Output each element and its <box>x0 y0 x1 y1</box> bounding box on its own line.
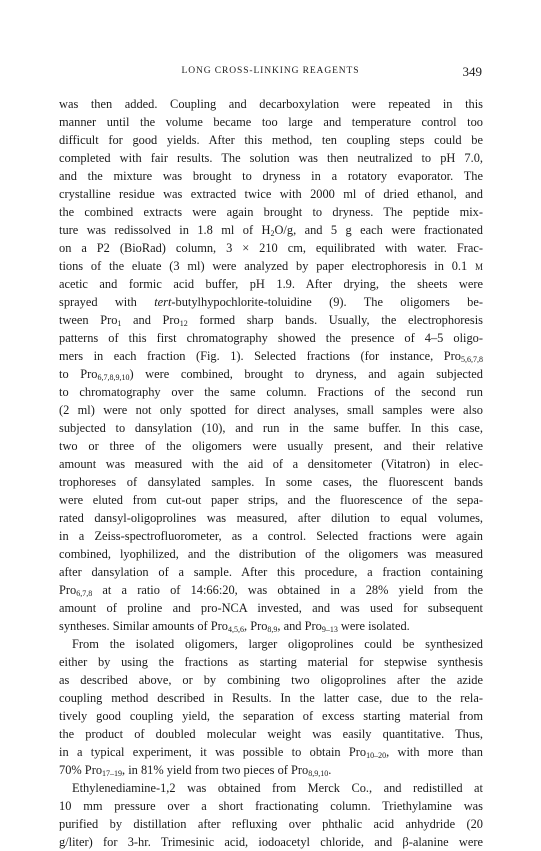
text-run: O/g, and 5 g each were fractionated <box>274 223 483 237</box>
text-run: (2 ml) were not only spotted for direct analyses, small samples were also <box>59 403 483 417</box>
text-line <box>59 743 483 761</box>
italic-text: tert <box>154 295 172 309</box>
text-line <box>59 455 483 473</box>
text-line <box>59 599 483 617</box>
text-run: to Pro <box>59 367 98 381</box>
text-run: . <box>328 763 332 777</box>
text-run: on a P2 (BioRad) column, 3 × 210 cm, equilibrated with water. Frac- <box>59 241 483 255</box>
subscript: 6,7,8,9,10 <box>97 373 130 382</box>
text-line <box>59 797 483 815</box>
text-run: crystalline residue was extracted twice with 2000 ml of dried ethanol, and <box>59 187 483 201</box>
text-run: , with more than <box>386 745 483 759</box>
text-run: trophoreses of dansylated samples. In some cases, the fluorescent bands <box>59 475 483 489</box>
text-line <box>59 689 483 707</box>
running-title: LONG CROSS-LINKING REAGENTS <box>181 66 360 76</box>
text-run: syntheses. Similar amounts of Pro <box>59 619 228 633</box>
text-run: acetic and formic acid buffer, pH 1.9. After drying, the sheets were <box>59 277 483 291</box>
text-run: tween Pro <box>59 313 118 327</box>
text-line <box>59 95 483 113</box>
text-run: were isolated. <box>337 619 410 633</box>
text-line <box>59 617 483 635</box>
text-line <box>59 275 483 293</box>
text-line <box>59 527 483 545</box>
running-head <box>0 64 541 80</box>
text-line <box>59 149 483 167</box>
text-run: formed sharp bands. Usually, the electrophoresis <box>187 313 483 327</box>
text-line <box>59 815 483 833</box>
text-run: sprayed with <box>59 295 155 309</box>
text-run: amount of proline and pro-NCA invested, and was used for subsequent <box>59 601 483 615</box>
text-run: tively good coupling yield, the separation of excess starting material from <box>59 709 483 723</box>
text-run: mers in each fraction (Fig. 1). Selected fractions (for instance, Pro <box>59 349 461 363</box>
subscript: 6,7,8 <box>76 589 93 598</box>
text-run: the combined extracts were again brought to dryness. The peptide mix- <box>59 205 483 219</box>
text-line <box>59 329 483 347</box>
text-run: as described above, or by combining two oligoprolines after the azide <box>59 673 483 687</box>
text-run: From the isolated oligomers, larger oligoprolines could be synthesized <box>72 637 483 651</box>
subscript: 8,9,10 <box>308 769 329 778</box>
small-caps-text: m <box>474 259 483 273</box>
text-run: in a Zeiss-spectrofluorometer, as a control. Selected fractions were again <box>59 529 483 543</box>
text-run: 70% Pro <box>59 763 103 777</box>
text-line <box>59 185 483 203</box>
text-run: 10 mm pressure over a short fractionating column. Triethylamine was <box>59 799 483 813</box>
text-line <box>59 725 483 743</box>
body-text <box>59 95 483 851</box>
text-run: Ethylenediamine-1,2 was obtained from Merck Co., and redistilled at <box>72 781 483 795</box>
text-line <box>59 671 483 689</box>
text-line <box>59 509 483 527</box>
text-run: g/liter) for 3-hr. Trimesinic acid, iodoacetyl chloride, and β-alanine were <box>59 835 483 849</box>
page-number: 349 <box>462 64 482 79</box>
text-line <box>59 131 483 149</box>
text-line <box>59 473 483 491</box>
subscript: 2 <box>270 229 275 238</box>
subscript: 17–19 <box>102 769 123 778</box>
text-line <box>59 383 483 401</box>
text-run: difficult for good yields. After this method, ten coupling steps could be <box>59 133 483 147</box>
text-run: after dansylation of a sample. After this procedure, a fraction containing <box>59 565 483 579</box>
text-line <box>59 635 483 653</box>
text-run: Pro <box>59 583 77 597</box>
text-line <box>59 491 483 509</box>
text-line <box>59 563 483 581</box>
text-line <box>59 365 483 383</box>
subscript: 4,5,6 <box>228 625 244 634</box>
text-line <box>59 545 483 563</box>
text-run: to chromatography over the same column. Fractions of the second run <box>59 385 483 399</box>
subscript: 1 <box>117 319 122 328</box>
text-run: were eluted from cut-out paper strips, and the fluorescence of the sepa- <box>59 493 483 507</box>
text-run: completed with fair results. The solution was then neutralized to pH 7.0, <box>59 151 483 165</box>
text-run: and Pro <box>121 313 180 327</box>
text-run: subjected to dansylation (10), and run in the same buffer. In this case, <box>59 421 483 435</box>
text-line <box>59 257 483 275</box>
text-line <box>59 833 483 851</box>
text-run: , and Pro <box>277 619 322 633</box>
text-line <box>59 653 483 671</box>
text-line <box>59 203 483 221</box>
text-run: ture was redissolved in 1.8 ml of H <box>59 223 271 237</box>
text-run: the product of doubled molecular weight was easily quantitative. Thus, <box>59 727 483 741</box>
text-run: two or three of the oligomers were usually present, and their relative <box>59 439 483 453</box>
text-run: , in 81% yield from two pieces of Pro <box>122 763 309 777</box>
text-run: coupling method described in Results. In the latter case, due to the rela- <box>59 691 483 705</box>
text-run: -butylhypochlorite-toluidine (9). The oligomers be- <box>171 295 483 309</box>
subscript: 9–13 <box>321 625 338 634</box>
text-line <box>59 311 483 329</box>
text-line <box>59 293 483 311</box>
text-line <box>59 167 483 185</box>
text-run: rated dansyl-oligoprolines was measured, after dilution to equal volumes, <box>59 511 483 525</box>
text-run: ) were combined, brought to dryness, and again subjected <box>129 367 483 381</box>
text-run: was then added. Coupling and decarboxylation were repeated in this <box>59 97 483 111</box>
text-run: in a typical experiment, it was possible to obtain Pro <box>59 745 367 759</box>
text-run: amount was measured with the aid of a densitometer (Vitatron) in elec- <box>59 457 483 471</box>
text-run: manner until the volume became too large and temperature control too <box>59 115 483 129</box>
text-line <box>59 779 483 797</box>
text-line <box>59 347 483 365</box>
text-line <box>59 221 483 239</box>
text-run: at a ratio of 14:66:20, was obtained in a 28% yield from the <box>92 583 483 597</box>
text-line <box>59 113 483 131</box>
text-run: purified by distillation after refluxing over phthalic acid anhydride (20 <box>59 817 483 831</box>
text-line <box>59 761 483 779</box>
text-line <box>59 239 483 257</box>
text-run: either by using the fractions as starting material for stepwise synthesis <box>59 655 483 669</box>
text-run: tions of the eluate (3 ml) were analyzed by paper electrophoresis in 0.1 <box>59 259 475 273</box>
text-line <box>59 419 483 437</box>
text-line <box>59 401 483 419</box>
text-run: and the mixture was brought to dryness in a rotatory evaporator. The <box>59 169 483 183</box>
subscript: 8,9 <box>267 625 278 634</box>
subscript: 12 <box>179 319 188 328</box>
text-line <box>59 437 483 455</box>
subscript: 10–20 <box>366 751 387 760</box>
text-line <box>59 581 483 599</box>
text-run: combined, lyophilized, and the distribution of the oligomers was measured <box>59 547 483 561</box>
text-line <box>59 707 483 725</box>
text-run: , Pro <box>244 619 268 633</box>
text-run: patterns of this first chromatography showed the presence of 4–5 oligo- <box>59 331 483 345</box>
subscript: 5,6,7,8 <box>461 355 483 364</box>
